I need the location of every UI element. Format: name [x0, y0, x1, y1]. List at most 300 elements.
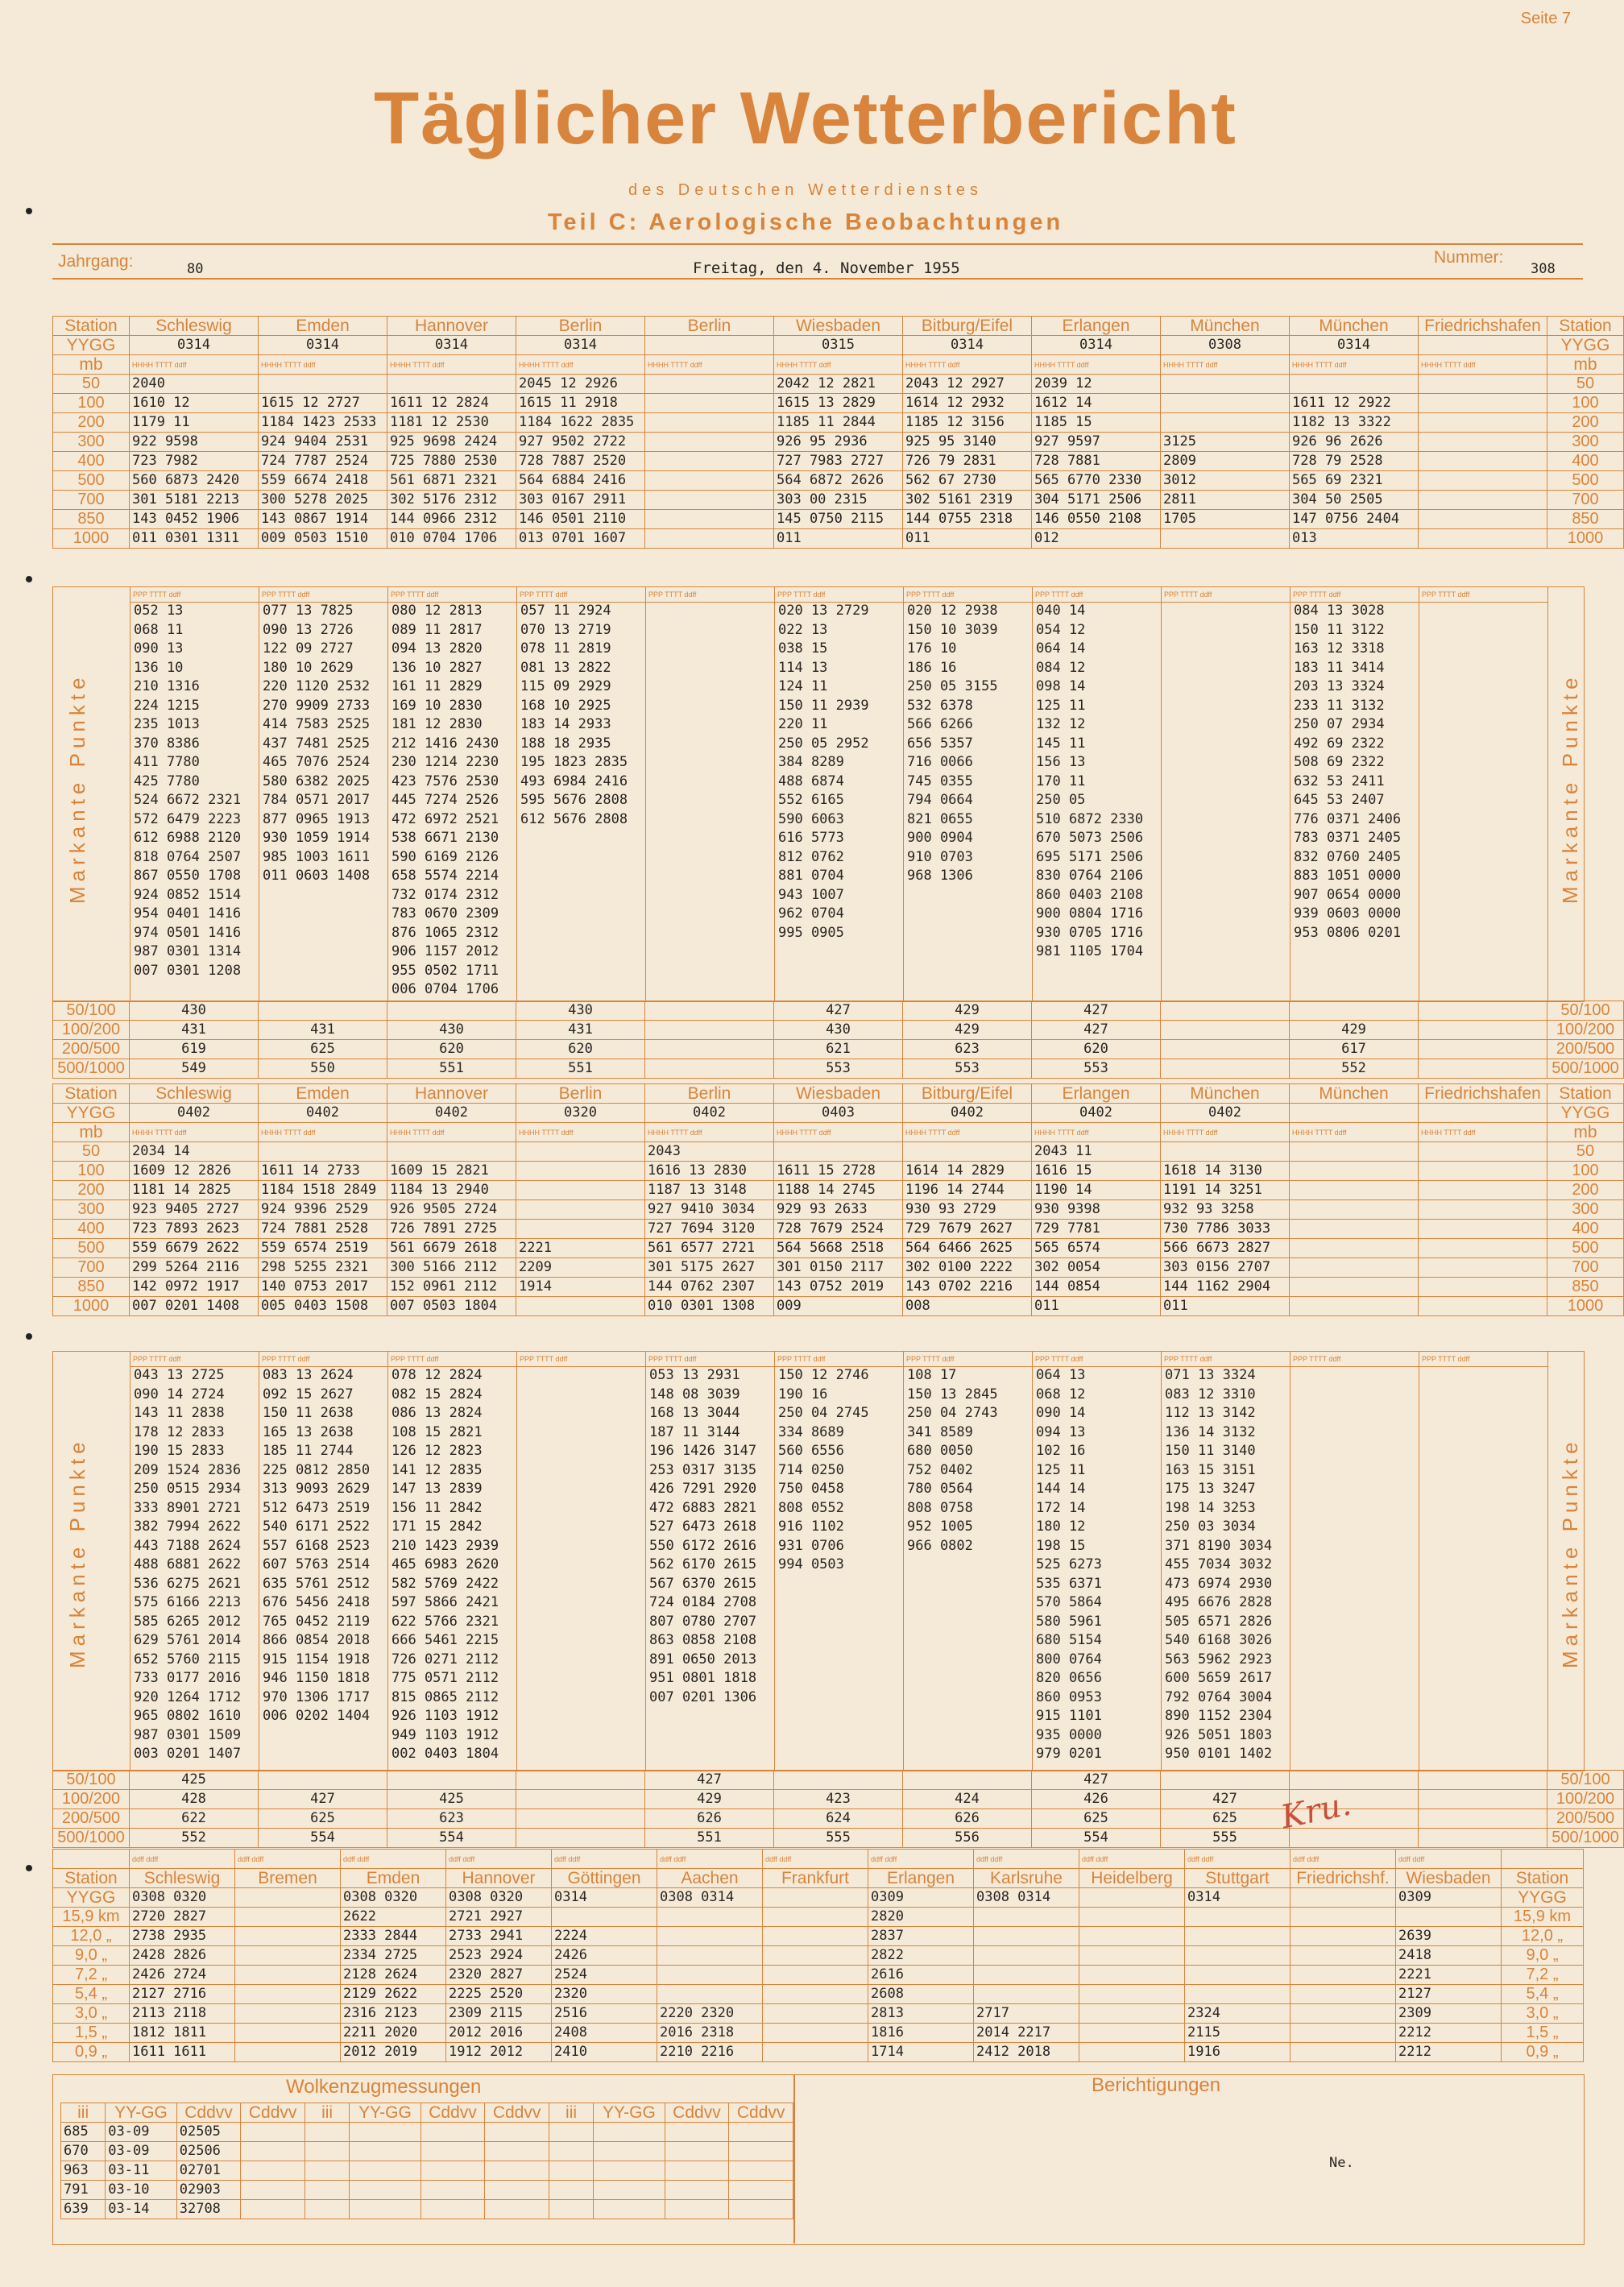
level-label: 500: [1547, 471, 1624, 491]
wind-value: 2333 2844: [341, 1927, 446, 1946]
level-value: 143 0452 1906: [130, 510, 259, 529]
layer-value: [1161, 1040, 1290, 1059]
cloud-value: [729, 2123, 793, 2142]
layer-label: 100/200: [53, 1790, 130, 1809]
wind-value: 2622: [341, 1908, 446, 1927]
level-value: 011: [903, 529, 1032, 549]
wind-value: [1290, 2024, 1396, 2043]
markante-column: [645, 587, 775, 1001]
level-value: 303 00 2315: [774, 491, 903, 510]
cloud-header: iii: [549, 2103, 593, 2123]
obs-time: 0309: [868, 1888, 974, 1908]
mb-label: mb: [53, 355, 130, 375]
upper-air-table-04: [52, 1083, 1624, 1316]
level-value: [645, 375, 774, 394]
level-value: [1161, 413, 1290, 433]
markante-values: 080 12 2813 089 11 2817 094 13 2820 136 10 2827 161 11 2829 169 10 2830 181 12 2830 212 1416 2430 230 1214 2230 423 7576 2530 445 7274 2526 472 6972 2521 538 6671 2130 590 6169 2126 658 5574 2214 732 0174 2312 783 0670 2309 876 1065 2312 906 1157 2012 955 0502 1711 006 0704 1706: [392, 603, 499, 997]
wind-value: 2721 2927: [446, 1908, 552, 1927]
station-header: Station: [1502, 1869, 1584, 1888]
wind-value: [1290, 1927, 1396, 1946]
wind-value: 2320: [552, 1985, 657, 2004]
height-label: 7,2 „: [53, 1966, 130, 1985]
divider: [793, 2074, 795, 2243]
layer-value: 430: [130, 1001, 259, 1021]
level-value: 143 0867 1914: [259, 510, 387, 529]
cloud-header: Cddvv: [420, 2103, 485, 2123]
level-value: 1615 11 2918: [516, 394, 645, 413]
level-value: 146 0550 2108: [1032, 510, 1161, 529]
level-value: [903, 1142, 1032, 1162]
column-subheader: PPP TTTT ddff: [520, 1355, 568, 1363]
cloud-value: [304, 2181, 349, 2200]
level-value: 146 0501 2110: [516, 510, 645, 529]
markante-label: Markante Punkte: [65, 673, 89, 905]
level-value: 1616 13 2830: [645, 1162, 774, 1181]
wind-value: 2212: [1396, 2024, 1502, 2043]
level-value: 1614 14 2829: [903, 1162, 1032, 1181]
station-name-9: München: [1290, 1084, 1419, 1104]
column-subheader: ddff ddff: [1290, 1850, 1396, 1869]
level-label: 700: [53, 491, 130, 510]
level-value: [1290, 375, 1419, 394]
level-label: 400: [53, 452, 130, 471]
wind-value: [974, 1966, 1079, 1985]
wind-value: [1185, 1908, 1290, 1927]
cloud-value: [241, 2142, 305, 2161]
layer-value: [1161, 1059, 1290, 1079]
cloud-value: 03-11: [106, 2161, 176, 2181]
ne-marker: Ne.: [1329, 2155, 1354, 2171]
layer-value: 430: [774, 1021, 903, 1040]
column-subheader: HHHH TTTT ddff: [259, 1123, 387, 1142]
wind-value: [235, 1985, 341, 2004]
level-value: 730 7786 3033: [1161, 1220, 1290, 1239]
level-value: 302 0054: [1032, 1258, 1161, 1278]
wind-value: [235, 2043, 341, 2062]
level-value: 925 95 3140: [903, 433, 1032, 452]
level-value: [645, 491, 774, 510]
yygg-label: YYGG: [53, 1104, 130, 1123]
layer-value: 427: [259, 1790, 387, 1809]
level-value: 725 7880 2530: [387, 452, 516, 471]
yygg-label: YYGG: [1502, 1888, 1584, 1908]
column-subheader: HHHH TTTT ddff: [387, 1123, 516, 1142]
cloud-value: [729, 2181, 793, 2200]
height-label: 15,9 km: [53, 1908, 130, 1927]
height-label: 7,2 „: [1502, 1966, 1584, 1985]
cloud-value: [665, 2123, 729, 2142]
column-subheader: ddff ddff: [446, 1850, 552, 1869]
wind-value: 2324: [1185, 2004, 1290, 2024]
layer-value: 429: [645, 1790, 774, 1809]
wind-value: 2822: [868, 1946, 974, 1966]
cloud-value: [241, 2200, 305, 2219]
level-value: 2045 12 2926: [516, 375, 645, 394]
level-label: 700: [1547, 491, 1624, 510]
cloud-value: [594, 2161, 665, 2181]
level-value: [1419, 510, 1547, 529]
level-label: 700: [53, 1258, 130, 1278]
cloud-value: 963: [61, 2161, 106, 2181]
level-label: 850: [53, 1278, 130, 1297]
level-value: 927 9410 3034: [645, 1200, 774, 1220]
obs-time: 0402: [259, 1104, 387, 1123]
station-header: Station: [1547, 317, 1624, 336]
markante-column: [130, 587, 259, 1001]
cloud-value: 03-10: [106, 2181, 176, 2200]
layer-value: [1419, 1771, 1547, 1790]
level-value: 1609 12 2826: [130, 1162, 259, 1181]
layer-value: [1419, 1001, 1547, 1021]
layer-value: 552: [130, 1829, 259, 1848]
wind-station-5: Aachen: [657, 1869, 763, 1888]
wind-value: [1185, 1985, 1290, 2004]
level-label: 300: [1547, 433, 1624, 452]
wind-value: [657, 1927, 763, 1946]
level-value: 1185 15: [1032, 413, 1161, 433]
markante-values: 084 13 3028 150 11 3122 163 12 3318 183 11 3414 203 13 3324 233 11 3132 250 07 2934 492 69 2322 508 69 2322 632 53 2411 645 53 2407 776 0371 2406 783 0371 2405 832 0760 2405 883 1051 0000 907 0654 0000 939 0603 0000 953 0806 0201: [1294, 603, 1402, 941]
level-value: 561 6679 2618: [387, 1239, 516, 1258]
height-label: 0,9 „: [53, 2043, 130, 2062]
markante-values: 040 14 054 12 064 14 084 12 098 14 125 11 132 12 145 11 156 13 170 11 250 05 510 6872 2330 670 5073 2506 695 5171 2506 830 0764 2106 860 0403 2108 900 0804 1716 930 0705 1716 981 1105 1704: [1036, 603, 1144, 959]
level-label: 100: [53, 1162, 130, 1181]
height-label: 1,5 „: [53, 2024, 130, 2043]
wind-value: 1912 2012: [446, 2043, 552, 2062]
obs-time: 0308 0320: [341, 1888, 446, 1908]
cloud-value: [549, 2161, 593, 2181]
wind-value: [974, 1908, 1079, 1927]
markante-values: 071 13 3324 083 12 3310 112 13 3142 136 14 3132 150 11 3140 163 15 3151 175 13 3247 198 14 3253 250 03 3034 371 8190 3034 455 7034 3032 473 6974 2930 495 6676 2828 505 6571 2826 540 6168 3026 563 5962 2923 600 5659 2617 792 0764 3004 890 1152 2304 926 5051 1803 950 0101 1402: [1165, 1367, 1273, 1762]
column-subheader: ddff ddff: [235, 1850, 341, 1869]
wind-value: 2516: [552, 2004, 657, 2024]
layer-value: [1419, 1040, 1547, 1059]
column-subheader: PPP TTTT ddff: [133, 1355, 181, 1363]
wind-value: [657, 1966, 763, 1985]
level-value: 723 7982: [130, 452, 259, 471]
level-value: [516, 1200, 645, 1220]
layer-thickness-table-03: [52, 1001, 1624, 1079]
cloud-value: 791: [61, 2181, 106, 2200]
wind-value: [1185, 1946, 1290, 1966]
obs-time: [763, 1888, 868, 1908]
level-value: 011 0301 1311: [130, 529, 259, 549]
cloud-value: [420, 2142, 485, 2161]
level-value: [1419, 529, 1547, 549]
column-subheader: ddff ddff: [868, 1850, 974, 1869]
level-value: 142 0972 1917: [130, 1278, 259, 1297]
obs-time: [1419, 1104, 1547, 1123]
cloud-value: [350, 2123, 420, 2142]
level-value: 932 93 3258: [1161, 1200, 1290, 1220]
level-value: 2209: [516, 1258, 645, 1278]
wind-value: 2334 2725: [341, 1946, 446, 1966]
wind-value: [1290, 1966, 1396, 1985]
level-value: [1161, 1142, 1290, 1162]
obs-time: 0308: [1161, 336, 1290, 355]
markante-column: [1032, 1352, 1162, 1771]
markante-values: 053 13 2931 148 08 3039 168 13 3044 187 11 3144 196 1426 3147 253 0317 3135 426 7291 2920 472 6883 2821 527 6473 2618 550 6172 2616 562 6170 2615 567 6370 2615 724 0184 2708 807 0780 2707 863 0858 2108 891 0650 2013 951 0801 1818 007 0201 1306: [649, 1367, 757, 1705]
layer-value: [387, 1771, 516, 1790]
column-subheader: HHHH TTTT ddff: [130, 1123, 259, 1142]
level-value: 929 93 2633: [774, 1200, 903, 1220]
yygg-label: YYGG: [1547, 336, 1624, 355]
obs-time: 0314: [516, 336, 645, 355]
height-label: 0,9 „: [1502, 2043, 1584, 2062]
obs-time: 0402: [903, 1104, 1032, 1123]
wind-value: [1290, 1985, 1396, 2004]
wind-value: 1812 1811: [130, 2024, 235, 2043]
level-value: 726 7891 2725: [387, 1220, 516, 1239]
cloud-value: [594, 2123, 665, 2142]
wind-value: 2428 2826: [130, 1946, 235, 1966]
column-subheader: PPP TTTT ddff: [391, 1355, 439, 1363]
level-value: 013: [1290, 529, 1419, 549]
obs-time: [235, 1888, 341, 1908]
layer-label: 50/100: [53, 1771, 130, 1790]
layer-label: 50/100: [53, 1001, 130, 1021]
column-subheader: PPP TTTT ddff: [391, 590, 439, 599]
cloud-header: YY-GG: [350, 2103, 420, 2123]
cloud-value: [241, 2161, 305, 2181]
obs-time: 0314: [552, 1888, 657, 1908]
level-value: 926 9505 2724: [387, 1200, 516, 1220]
cloud-value: [420, 2181, 485, 2200]
level-value: 140 0753 2017: [259, 1278, 387, 1297]
level-value: 729 7679 2627: [903, 1220, 1032, 1239]
markante-values: 064 13 068 12 090 14 094 13 102 16 125 11 144 14 172 14 180 12 198 15 525 6273 535 6371 570 5864 580 5961 680 5154 800 0764 820 0656 860 0953 915 1101 935 0000 979 0201: [1036, 1367, 1102, 1762]
obs-time: [1419, 336, 1547, 355]
level-value: 304 50 2505: [1290, 491, 1419, 510]
layer-value: 623: [903, 1040, 1032, 1059]
wind-station-9: Heidelberg: [1079, 1869, 1185, 1888]
column-subheader: PPP TTTT ddff: [520, 590, 568, 599]
layer-value: 553: [774, 1059, 903, 1079]
level-value: [645, 433, 774, 452]
markante-column: [1161, 587, 1290, 1001]
wind-value: 2220 2320: [657, 2004, 763, 2024]
layer-value: 620: [387, 1040, 516, 1059]
wind-value: 2410: [552, 2043, 657, 2062]
wind-station-1: Bremen: [235, 1869, 341, 1888]
column-subheader: ddff ddff: [974, 1850, 1079, 1869]
layer-value: 620: [516, 1040, 645, 1059]
cloud-value: [665, 2161, 729, 2181]
layer-value: 625: [1161, 1809, 1290, 1829]
column-subheader: HHHH TTTT ddff: [1290, 1123, 1419, 1142]
level-value: 723 7893 2623: [130, 1220, 259, 1239]
column-subheader: HHHH TTTT ddff: [259, 355, 387, 375]
column-subheader: HHHH TTTT ddff: [1032, 355, 1161, 375]
layer-value: [645, 1040, 774, 1059]
obs-time: 0314: [387, 336, 516, 355]
layer-value: [1161, 1771, 1290, 1790]
issue-date: Freitag, den 4. November 1955: [693, 259, 960, 277]
level-value: 144 0762 2307: [645, 1278, 774, 1297]
punch-hole: [26, 576, 32, 582]
level-value: 564 6466 2625: [903, 1239, 1032, 1258]
level-value: 925 9698 2424: [387, 433, 516, 452]
level-value: 1611 12 2824: [387, 394, 516, 413]
layer-value: 555: [774, 1829, 903, 1848]
column-subheader: PPP TTTT ddff: [1164, 1355, 1212, 1363]
cloud-value: 02903: [176, 2181, 241, 2200]
level-value: [516, 1142, 645, 1162]
level-value: 565 69 2321: [1290, 471, 1419, 491]
layer-value: 430: [387, 1021, 516, 1040]
level-value: 2809: [1161, 452, 1290, 471]
level-value: [1290, 1162, 1419, 1181]
level-value: 728 7887 2520: [516, 452, 645, 471]
obs-time: 0320: [516, 1104, 645, 1123]
station-name-2: Hannover: [387, 1084, 516, 1104]
level-value: 924 9404 2531: [259, 433, 387, 452]
level-value: [1290, 1181, 1419, 1200]
markante-column: [1032, 587, 1162, 1001]
level-label: 400: [53, 1220, 130, 1239]
level-value: [1419, 491, 1547, 510]
layer-value: 625: [1032, 1809, 1161, 1829]
column-subheader: HHHH TTTT ddff: [387, 355, 516, 375]
nummer-label: Nummer:: [1434, 248, 1504, 267]
level-value: 564 5668 2518: [774, 1239, 903, 1258]
wind-value: 2426: [552, 1946, 657, 1966]
column-subheader: HHHH TTTT ddff: [130, 355, 259, 375]
layer-value: [903, 1771, 1032, 1790]
markante-values: 078 12 2824 082 15 2824 086 13 2824 108 15 2821 126 12 2823 141 12 2835 147 13 2839 156 11 2842 171 15 2842 210 1423 2939 465 6983 2620 582 5769 2422 597 5866 2421 622 5766 2321 666 5461 2215 726 0271 2112 775 0571 2112 815 0865 2112 926 1103 1912 949 1103 1912 002 0403 1804: [392, 1367, 499, 1762]
station-name-6: Bitburg/Eifel: [903, 317, 1032, 336]
wind-value: [1079, 1908, 1185, 1927]
level-value: 2034 14: [130, 1142, 259, 1162]
column-divider: [1547, 587, 1548, 1001]
wind-value: 2115: [1185, 2024, 1290, 2043]
level-value: 561 6871 2321: [387, 471, 516, 491]
wind-value: [763, 1927, 868, 1946]
level-value: 728 7679 2524: [774, 1220, 903, 1239]
part-title: Teil C: Aerologische Beobachtungen: [547, 209, 1064, 235]
markante-label: Markante Punkte: [1558, 1437, 1582, 1669]
layer-value: [1290, 1771, 1419, 1790]
obs-time: [1290, 1888, 1396, 1908]
level-value: [1290, 1239, 1419, 1258]
level-value: [1290, 1142, 1419, 1162]
markante-column: [1419, 1352, 1548, 1771]
layer-value: 549: [130, 1059, 259, 1079]
markante-punkte-panel: [52, 586, 1585, 1002]
cloud-header: YY-GG: [106, 2103, 176, 2123]
layer-value: 555: [1161, 1829, 1290, 1848]
level-value: [1419, 1239, 1547, 1258]
cloud-value: [594, 2200, 665, 2219]
layer-value: 622: [130, 1809, 259, 1829]
wind-value: 1714: [868, 2043, 974, 2062]
cloud-value: [549, 2200, 593, 2219]
wind-station-10: Stuttgart: [1185, 1869, 1290, 1888]
level-value: 1615 12 2727: [259, 394, 387, 413]
level-value: [1419, 1181, 1547, 1200]
layer-thickness-table-04: [52, 1770, 1624, 1848]
jahrgang-value: 80: [187, 261, 204, 277]
wind-value: [1185, 1927, 1290, 1946]
markante-column: [387, 1352, 517, 1771]
cloud-value: 02506: [176, 2142, 241, 2161]
station-name-1: Emden: [259, 1084, 387, 1104]
wind-value: 2016 2318: [657, 2024, 763, 2043]
obs-time: 0315: [774, 336, 903, 355]
cloud-value: [665, 2142, 729, 2161]
level-value: [645, 529, 774, 549]
level-value: 007 0201 1408: [130, 1297, 259, 1316]
column-subheader: HHHH TTTT ddff: [903, 1123, 1032, 1142]
height-label: 12,0 „: [53, 1927, 130, 1946]
wind-value: [763, 2043, 868, 2062]
column-subheader: PPP TTTT ddff: [906, 1355, 955, 1363]
level-label: 700: [1547, 1258, 1624, 1278]
level-value: [1290, 1278, 1419, 1297]
mb-label: mb: [1547, 355, 1624, 375]
layer-value: 429: [903, 1021, 1032, 1040]
layer-value: 425: [387, 1790, 516, 1809]
layer-value: 427: [645, 1771, 774, 1790]
wind-value: [1290, 2004, 1396, 2024]
layer-label: 100/200: [1547, 1790, 1624, 1809]
wind-value: 2221: [1396, 1966, 1502, 1985]
level-value: [516, 1162, 645, 1181]
wolkenzug-heading: Wolkenzugmessungen: [286, 2076, 482, 2098]
level-label: 500: [53, 1239, 130, 1258]
layer-value: 556: [903, 1829, 1032, 1848]
wind-value: [657, 1985, 763, 2004]
level-value: 144 0966 2312: [387, 510, 516, 529]
markante-column: [130, 1352, 259, 1771]
wind-value: [1079, 2024, 1185, 2043]
level-value: 010 0704 1706: [387, 529, 516, 549]
cloud-value: [729, 2161, 793, 2181]
wind-value: 2524: [552, 1966, 657, 1985]
level-value: 005 0403 1508: [259, 1297, 387, 1316]
wind-value: 2418: [1396, 1946, 1502, 1966]
level-value: 727 7694 3120: [645, 1220, 774, 1239]
wind-value: 2127 2716: [130, 1985, 235, 2004]
level-value: [1290, 1200, 1419, 1220]
wind-value: 2014 2217: [974, 2024, 1079, 2043]
column-subheader: PPP TTTT ddff: [1422, 590, 1470, 599]
level-label: 200: [53, 413, 130, 433]
column-subheader: PPP TTTT ddff: [648, 590, 697, 599]
cloud-table: [60, 2103, 793, 2219]
level-value: [645, 452, 774, 471]
markante-values: 020 13 2729 022 13 038 15 114 13 124 11 150 11 2939 220 11 250 05 2952 384 8289 488 6874 552 6165 590 6063 616 5773 812 0762 881 0704 943 1007 962 0704 995 0905: [778, 603, 869, 941]
column-subheader: PPP TTTT ddff: [133, 590, 181, 599]
layer-value: 617: [1290, 1040, 1419, 1059]
level-value: 1618 14 3130: [1161, 1162, 1290, 1181]
markante-column: [1290, 587, 1419, 1001]
layer-value: 554: [1032, 1829, 1161, 1848]
level-value: 566 6673 2827: [1161, 1239, 1290, 1258]
layer-value: 554: [259, 1829, 387, 1848]
level-value: 927 9597: [1032, 433, 1161, 452]
wind-value: 2837: [868, 1927, 974, 1946]
level-label: 300: [53, 1200, 130, 1220]
layer-label: 200/500: [1547, 1040, 1624, 1059]
yygg-label: YYGG: [53, 1888, 130, 1908]
level-value: 1611 12 2922: [1290, 394, 1419, 413]
level-label: 850: [53, 510, 130, 529]
markante-label: Markante Punkte: [65, 1437, 89, 1669]
obs-time: [1079, 1888, 1185, 1908]
cloud-header: iii: [304, 2103, 349, 2123]
layer-value: 424: [903, 1790, 1032, 1809]
column-subheader: PPP TTTT ddff: [1035, 590, 1083, 599]
